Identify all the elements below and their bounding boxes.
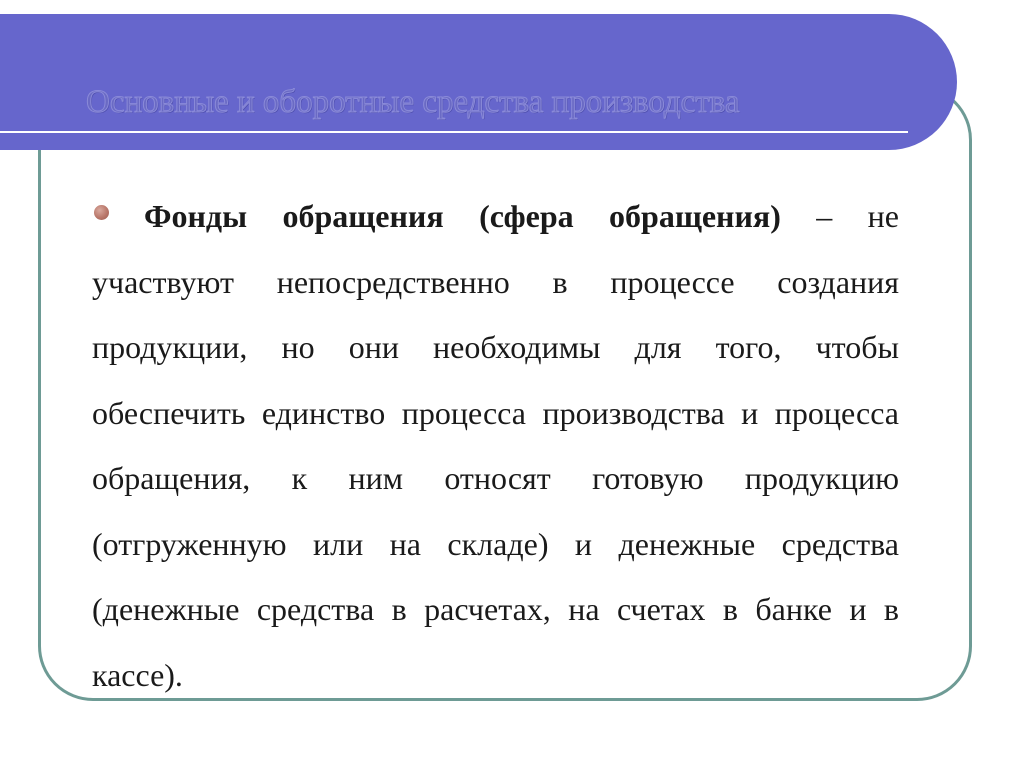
bullet-paragraph xyxy=(92,184,899,708)
slide-title: Основные и оборотные средства производства xyxy=(86,84,740,120)
bullet-text: – не участвуют непосредственно в процессе создания продукции, но они необходимы для того, чтобы обеспечить единство процесса производства и процесса обращения, к ним относят готовую продукцию (отгруженную или на складе) и денежные средства (денежные средства в расчетах, на счетах в банке и в кассе). xyxy=(92,198,900,693)
title-underline xyxy=(0,131,908,133)
bullet-term: Фонды обращения (сфера обращения) xyxy=(144,198,781,234)
